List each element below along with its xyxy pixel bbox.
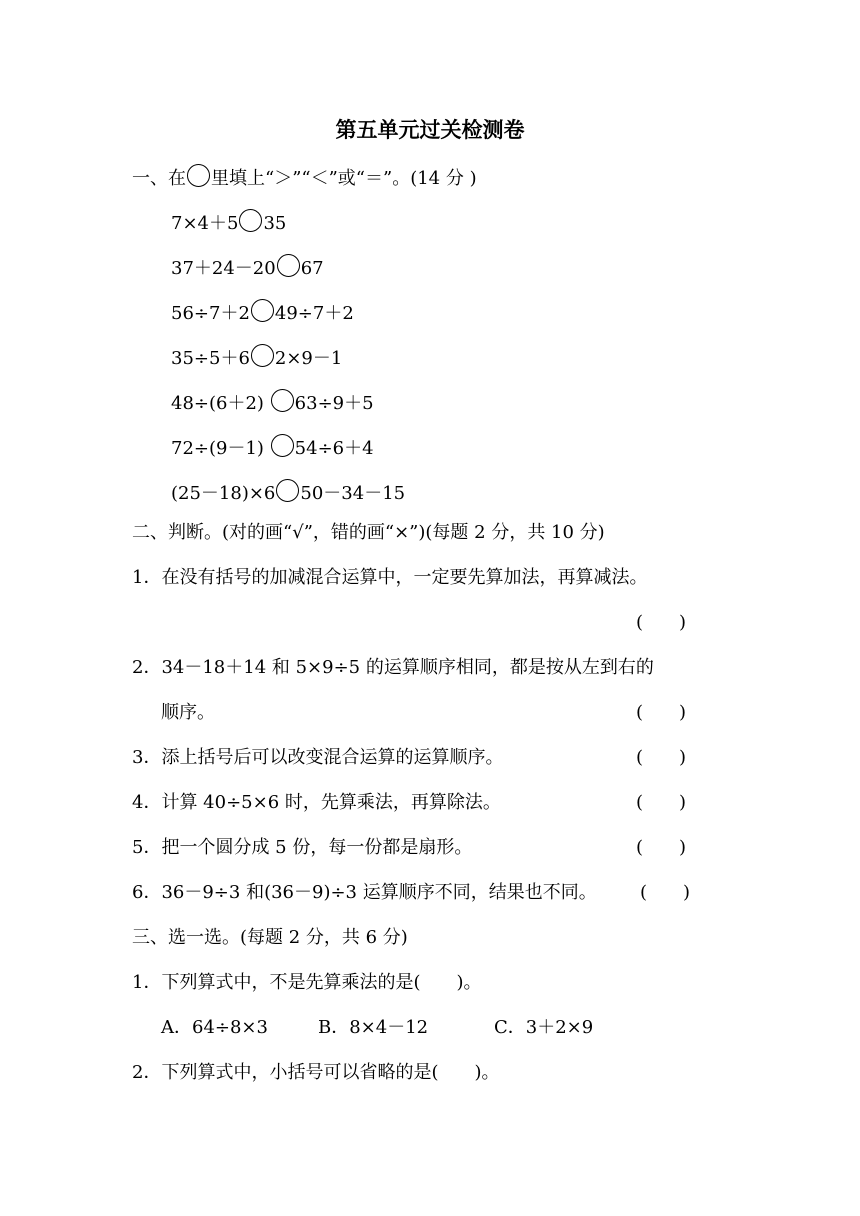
answer-circle[interactable] bbox=[251, 344, 274, 367]
judge-item: 3．添上括号后可以改变混合运算的运算顺序。 bbox=[132, 747, 504, 768]
section3-heading: 三、选一选。(每题 2 分，共 6 分) bbox=[132, 927, 408, 948]
choice-option-a[interactable]: A．64÷8×3 bbox=[161, 1017, 268, 1038]
judge-item: 2．34－18＋14 和 5×9÷5 的运算顺序相同，都是按从左到右的 bbox=[132, 657, 654, 678]
answer-circle[interactable] bbox=[276, 479, 299, 502]
section2-heading: 二、判断。(对的画“√”，错的画“×”)(每题 2 分，共 10 分) bbox=[132, 522, 605, 543]
compare-item: (25－18)×6 50－34－15 bbox=[171, 479, 405, 506]
answer-circle[interactable] bbox=[271, 434, 294, 457]
judge-item: 6．36－9÷3 和(36－9)÷3 运算顺序不同，结果也不同。 bbox=[132, 882, 597, 903]
answer-circle[interactable] bbox=[271, 389, 294, 412]
answer-circle[interactable] bbox=[277, 254, 300, 277]
page-title: 第五单元过关检测卷 bbox=[335, 118, 525, 142]
choice-question: 1．下列算式中，不是先算乘法的是( )。 bbox=[132, 972, 482, 993]
compare-item: 48÷(6＋2) 63÷9＋5 bbox=[171, 389, 374, 416]
compare-item: 56÷7＋2 49÷7＋2 bbox=[171, 299, 354, 326]
answer-parens[interactable]: ( ) bbox=[636, 837, 687, 858]
judge-item: 1．在没有括号的加减混合运算中，一定要先算加法，再算减法。 bbox=[132, 567, 648, 588]
answer-parens[interactable]: ( ) bbox=[636, 747, 687, 768]
choice-option-b[interactable]: B．8×4－12 bbox=[318, 1017, 429, 1038]
answer-parens[interactable]: ( ) bbox=[636, 702, 687, 723]
answer-parens[interactable]: ( ) bbox=[636, 792, 687, 813]
judge-item: 5．把一个圆分成 5 份，每一份都是扇形。 bbox=[132, 837, 473, 858]
choice-question: 2．下列算式中，小括号可以省略的是( )。 bbox=[132, 1062, 500, 1083]
compare-item: 72÷(9－1) 54÷6＋4 bbox=[171, 434, 374, 461]
section1-heading: 一、在 里填上“＞”“＜”或“＝”。(14 分 ) bbox=[132, 164, 477, 191]
answer-parens[interactable]: ( ) bbox=[636, 612, 687, 633]
choice-option-c[interactable]: C．3＋2×9 bbox=[494, 1017, 594, 1038]
answer-circle[interactable] bbox=[239, 209, 262, 232]
answer-circle[interactable] bbox=[251, 299, 274, 322]
compare-item: 35÷5＋6 2×9－1 bbox=[171, 344, 342, 371]
blank-circle-icon bbox=[187, 164, 210, 187]
compare-item: 37＋24－20 67 bbox=[171, 254, 324, 281]
compare-item: 7×4＋5 35 bbox=[171, 209, 286, 236]
answer-parens[interactable]: ( ) bbox=[640, 882, 691, 903]
judge-item: 4．计算 40÷5×6 时，先算乘法，再算除法。 bbox=[132, 792, 501, 813]
judge-item-continuation: 顺序。 bbox=[161, 702, 215, 723]
